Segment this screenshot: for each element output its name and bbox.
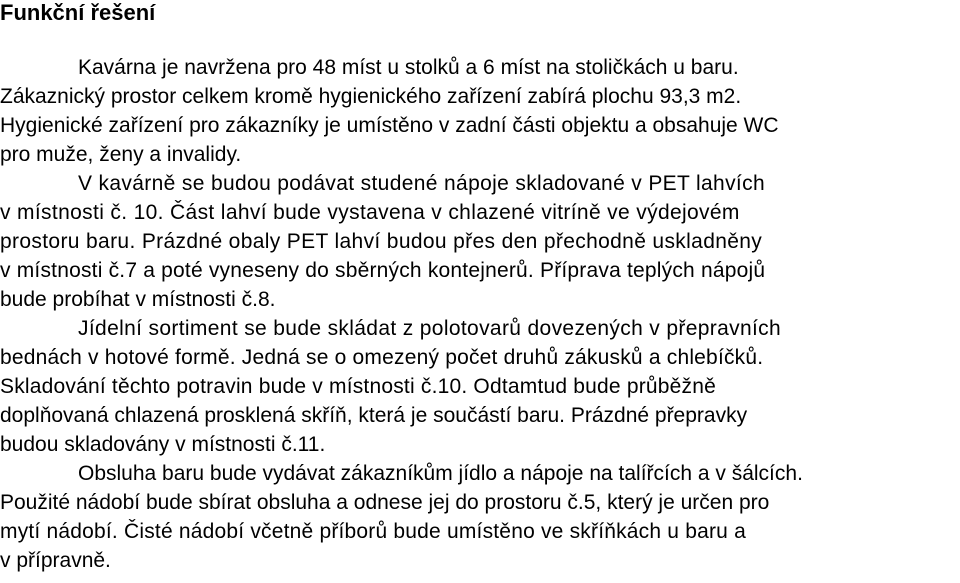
paragraph-line: Obsluha baru bude vydávat zákazníkům jídlo a nápoje na talířcích a v šálcích. bbox=[78, 462, 803, 485]
paragraph-line: Jídelní sortiment se bude skládat z polotovarů dovezených v přepravních bbox=[78, 317, 782, 340]
paragraph-line: pro muže, ženy a invalidy. bbox=[0, 143, 242, 166]
paragraph-line: Kavárna je navržena pro 48 míst u stolků a 6 míst na stoličkách u baru. bbox=[78, 56, 739, 79]
paragraph-line: budou skladovány v místnosti č.11. bbox=[0, 433, 326, 456]
paragraph-line: bude probíhat v místnosti č.8. bbox=[0, 288, 276, 311]
paragraph-line: v místnosti č.7 a poté vyneseny do sběrných kontejnerů. Příprava teplých nápojů bbox=[0, 259, 766, 282]
paragraph-line: prostoru baru. Prázdné obaly PET lahví budou přes den přechodně uskladněny bbox=[0, 230, 763, 253]
paragraph-line: Zákaznický prostor celkem kromě hygienického zařízení zabírá plochu 93,3 m2. bbox=[0, 85, 742, 108]
paragraph-line: v místnosti č. 10. Část lahví bude vystavena v chlazené vitríně ve výdejovém bbox=[0, 201, 740, 224]
paragraph-line: mytí nádobí. Čisté nádobí včetně příborů bude umístěno ve skříňkách u baru a bbox=[0, 520, 746, 543]
paragraph-line: Hygienické zařízení pro zákazníky je umístěno v zadní části objektu a obsahuje WC bbox=[0, 114, 779, 137]
paragraph-line: bednách v hotové formě. Jedná se o omezený počet druhů zákusků a chlebíčků. bbox=[0, 346, 764, 369]
paragraph-line: V kavárně se budou podávat studené nápoje skladované v PET lahvích bbox=[78, 172, 765, 195]
paragraph-line: doplňovaná chlazená prosklená skříň, která je součástí baru. Prázdné přepravky bbox=[0, 404, 748, 427]
paragraph-line: v přípravně. bbox=[0, 549, 111, 572]
section-heading: Funkční řešení bbox=[0, 0, 156, 25]
paragraph-line: Použité nádobí bude sbírat obsluha a odnese jej do prostoru č.5, který je určen pro bbox=[0, 491, 770, 514]
paragraph-line: Skladování těchto potravin bude v místnosti č.10. Odtamtud bude průběžně bbox=[0, 375, 716, 398]
